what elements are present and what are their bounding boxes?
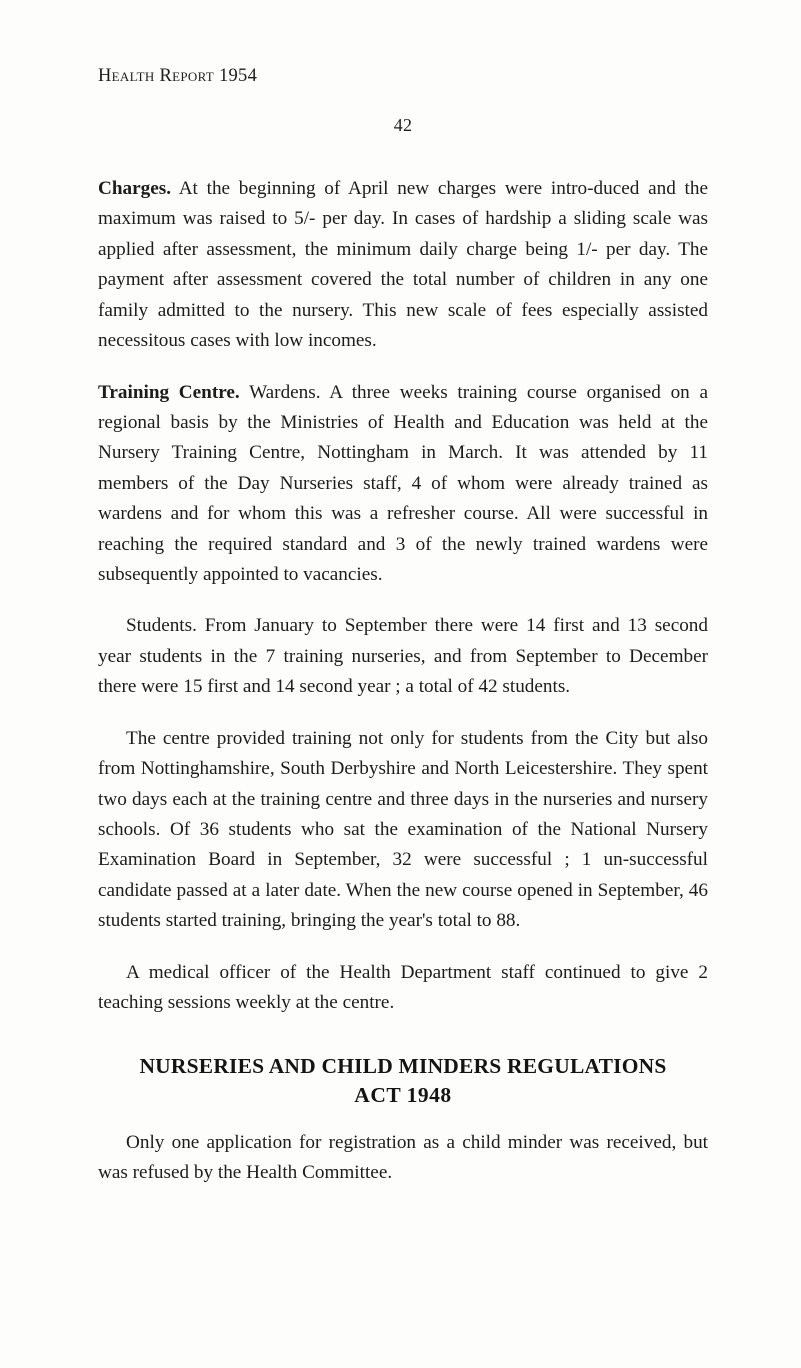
paragraph-medical-officer: A medical officer of the Health Department staff continued to give 2 teaching sessions weekly at the centre. xyxy=(98,961,708,1014)
section-heading-line1: NURSERIES AND CHILD MINDERS REGULATIONS xyxy=(139,1053,667,1078)
paragraph-text-charges: At the beginning of April new charges were intro-duced and the maximum was raised to 5/- per day. In cases of hardship a sliding scale was applied after assessment, the minimum daily charge being 1/- per day. The payment after assessment covered the total number of children in any one family admitted to the nursery. This new scale of fees especially assisted necessitous cases with low incomes. xyxy=(98,178,708,352)
paragraph-charges xyxy=(98,174,708,357)
running-head: Health Report 1954 xyxy=(98,66,258,86)
paragraph-students: Students. From January to September there were 14 first and 13 second year students in the 7 training nurseries, and from September to December there were 15 first and 14 second year ; a total of 42 students. xyxy=(98,615,708,698)
page-number: 42 xyxy=(393,115,413,135)
paragraph-closing: Only one application for registration as a child minder was received, but was refused by the Health Committee. xyxy=(98,1131,708,1184)
paragraph-training-centre xyxy=(98,378,708,591)
paragraph-lead-training-centre: Training Centre. xyxy=(98,381,240,403)
page-content xyxy=(98,66,708,1210)
section-heading xyxy=(98,1053,708,1112)
paragraph-text-training-centre: Wardens. A three weeks training course organised on a regional basis by the Ministries of Health and Education was held at the Nursery Training Centre, Nottingham in March. It was attended by 11 members of the Day Nurseries staff, 4 of whom were already trained as wardens and for whom this was a refresher course. All were successful in reaching the required standard and 3 of the newly trained wardens were subsequently appointed to vacancies. xyxy=(98,381,709,586)
paragraph-centre-provided: The centre provided training not only for students from the City but also from Nottinghamshire, South Derbyshire and North Leicestershire. They spent two days each at the training centre and three days in the nurseries and nursery schools. Of 36 students who sat the examination of the National Nursery Examination Board in September, 32 were successful ; 1 un-successful candidate passed at a later date. When the new course opened in September, 46 students started training, bringing the year's total to 88. xyxy=(98,727,708,932)
section-heading-line2: ACT 1948 xyxy=(354,1083,452,1108)
paragraph-lead-charges: Charges. xyxy=(98,178,172,199)
